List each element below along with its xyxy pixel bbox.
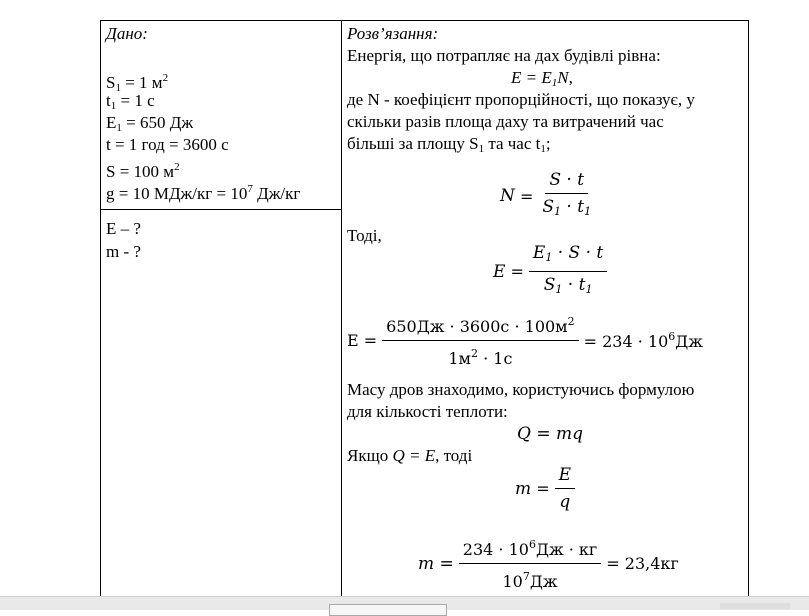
- solution-line-1: Енергія, що потрапляє на дах будівлі рівна:: [347, 46, 661, 65]
- calc-e: E = $\frac{650Дж \cdot 3600с \cdot 100м^2}{1м^2 \cdot 1с}$ = $234 \cdot 10^6Дж$: [347, 312, 703, 369]
- calc-m: m = $\frac{234 \cdot 10^6Дж \cdot кг}{10^7Дж}$ = 23,4кг: [418, 535, 679, 592]
- solution-line-3: скільки разів площа даху та витрачений час: [347, 112, 664, 131]
- given-s: S = 100 $м^2$: [106, 161, 180, 181]
- zoom-control[interactable]: [720, 603, 790, 609]
- given-t1: $t_1 = 1$ с: [106, 91, 155, 112]
- formula-e: E = $\frac{E_1 \cdot S \cdot t}{S_1 \cdot t_1}$: [493, 243, 612, 300]
- formula-q: Q = mq: [517, 424, 583, 444]
- table-border-middle: [341, 20, 342, 609]
- solution-heading: Розв’язання:: [347, 24, 439, 43]
- unknown-e: E – ?: [106, 219, 141, 238]
- table-border-top: [100, 20, 749, 21]
- solution-line-6: для кількості теплоти:: [347, 402, 508, 421]
- page-indicator-box[interactable]: [329, 604, 447, 616]
- given-t: t = 1 год = 3600 с: [106, 135, 229, 154]
- given-divider: [100, 209, 342, 210]
- table-border-left: [100, 20, 101, 609]
- given-s1: $S_1 = 1$ $м^2$: [106, 72, 169, 94]
- solution-if-line: Якщо Q = E, тоді: [347, 446, 473, 465]
- unknown-m: m - ?: [106, 242, 141, 261]
- given-g: g = 10 $МДж/кг = 10^7$ Дж/кг: [106, 183, 301, 203]
- formula-n: N = $\frac{S \cdot t}{S_1 \cdot t_1}$: [500, 170, 592, 218]
- formula-m: m = $\frac{E}{q}$: [515, 465, 580, 512]
- solution-line-4: більші за площу $S_1$ та час $t_1$;: [347, 134, 551, 155]
- solution-line-2: де N - коефіцієнт пропорційності, що показує, у: [347, 90, 695, 109]
- equation-e-e1n: $E = E_1N$,: [511, 68, 573, 89]
- solution-line-5: Масу дров знаходимо, користуючись формулою: [347, 380, 695, 399]
- solution-then: Тоді,: [347, 226, 382, 245]
- given-e1: $E_1 = 650$ Дж: [106, 113, 194, 134]
- table-border-right: [748, 20, 749, 609]
- given-heading: Дано:: [106, 24, 148, 43]
